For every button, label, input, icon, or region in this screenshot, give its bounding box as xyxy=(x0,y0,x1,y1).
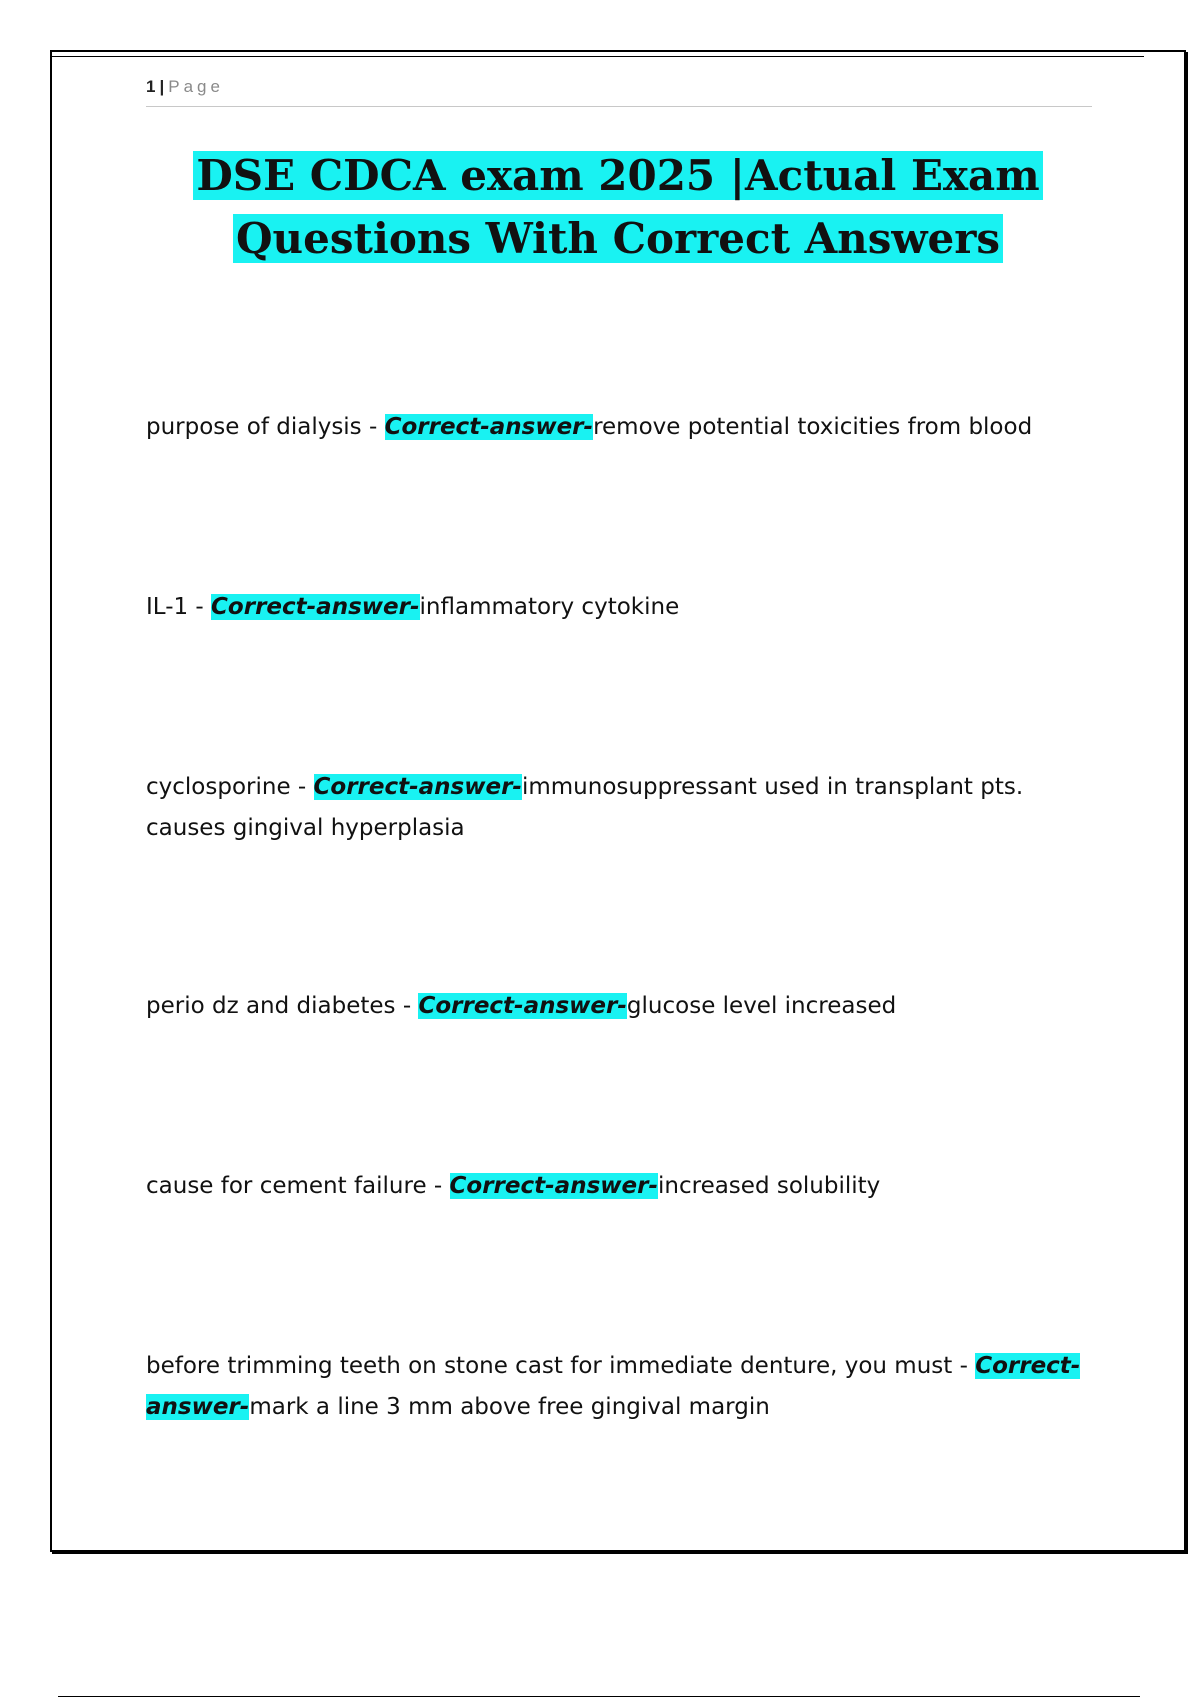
qa-item xyxy=(146,767,1092,849)
qa-question: before trimming teeth on stone cast for immediate denture, you must - xyxy=(146,1353,976,1379)
correct-answer-label: Correct-answer- xyxy=(449,1173,658,1199)
qa-question: cause for cement failure - xyxy=(146,1173,450,1199)
page xyxy=(50,50,1186,1552)
frame-top-line xyxy=(52,56,1144,57)
qa-question: cyclosporine - xyxy=(146,774,314,800)
correct-answer-label: Correct-answer- xyxy=(146,1353,1081,1420)
page-label: Page xyxy=(168,77,224,96)
qa-question: perio dz and diabetes - xyxy=(146,993,419,1019)
document-title-text: DSE CDCA exam 2025 |Actual Exam Questions With Correct Answers xyxy=(193,151,1042,263)
qa-answer: mark a line 3 mm above free gingival margin xyxy=(249,1394,770,1420)
qa-answer: increased solubility xyxy=(658,1173,881,1199)
qa-item xyxy=(146,407,1092,448)
qa-question: purpose of dialysis - xyxy=(146,414,385,440)
correct-answer-label: Correct-answer- xyxy=(384,414,594,440)
next-page-top-rule xyxy=(58,1696,1140,1697)
qa-answer: inflammatory cytokine xyxy=(419,594,680,620)
page-number: 1 xyxy=(146,77,156,96)
qa-answer: remove potential toxicities from blood xyxy=(593,414,1033,440)
qa-item xyxy=(146,1166,1092,1207)
qa-question: IL-1 - xyxy=(146,594,212,620)
page-separator: | xyxy=(159,77,165,96)
correct-answer-label: Correct-answer- xyxy=(313,774,522,800)
correct-answer-label: Correct-answer- xyxy=(211,594,420,620)
document-title xyxy=(112,144,1124,270)
correct-answer-label: Correct-answer- xyxy=(418,993,627,1019)
qa-item xyxy=(146,1346,1092,1428)
qa-answer: immunosuppressant used in transplant pts. causes gingival hyperplasia xyxy=(146,774,1024,841)
qa-answer: glucose level increased xyxy=(626,993,897,1019)
qa-item xyxy=(146,587,1092,628)
qa-item xyxy=(146,986,1092,1027)
page-header xyxy=(146,76,1092,107)
